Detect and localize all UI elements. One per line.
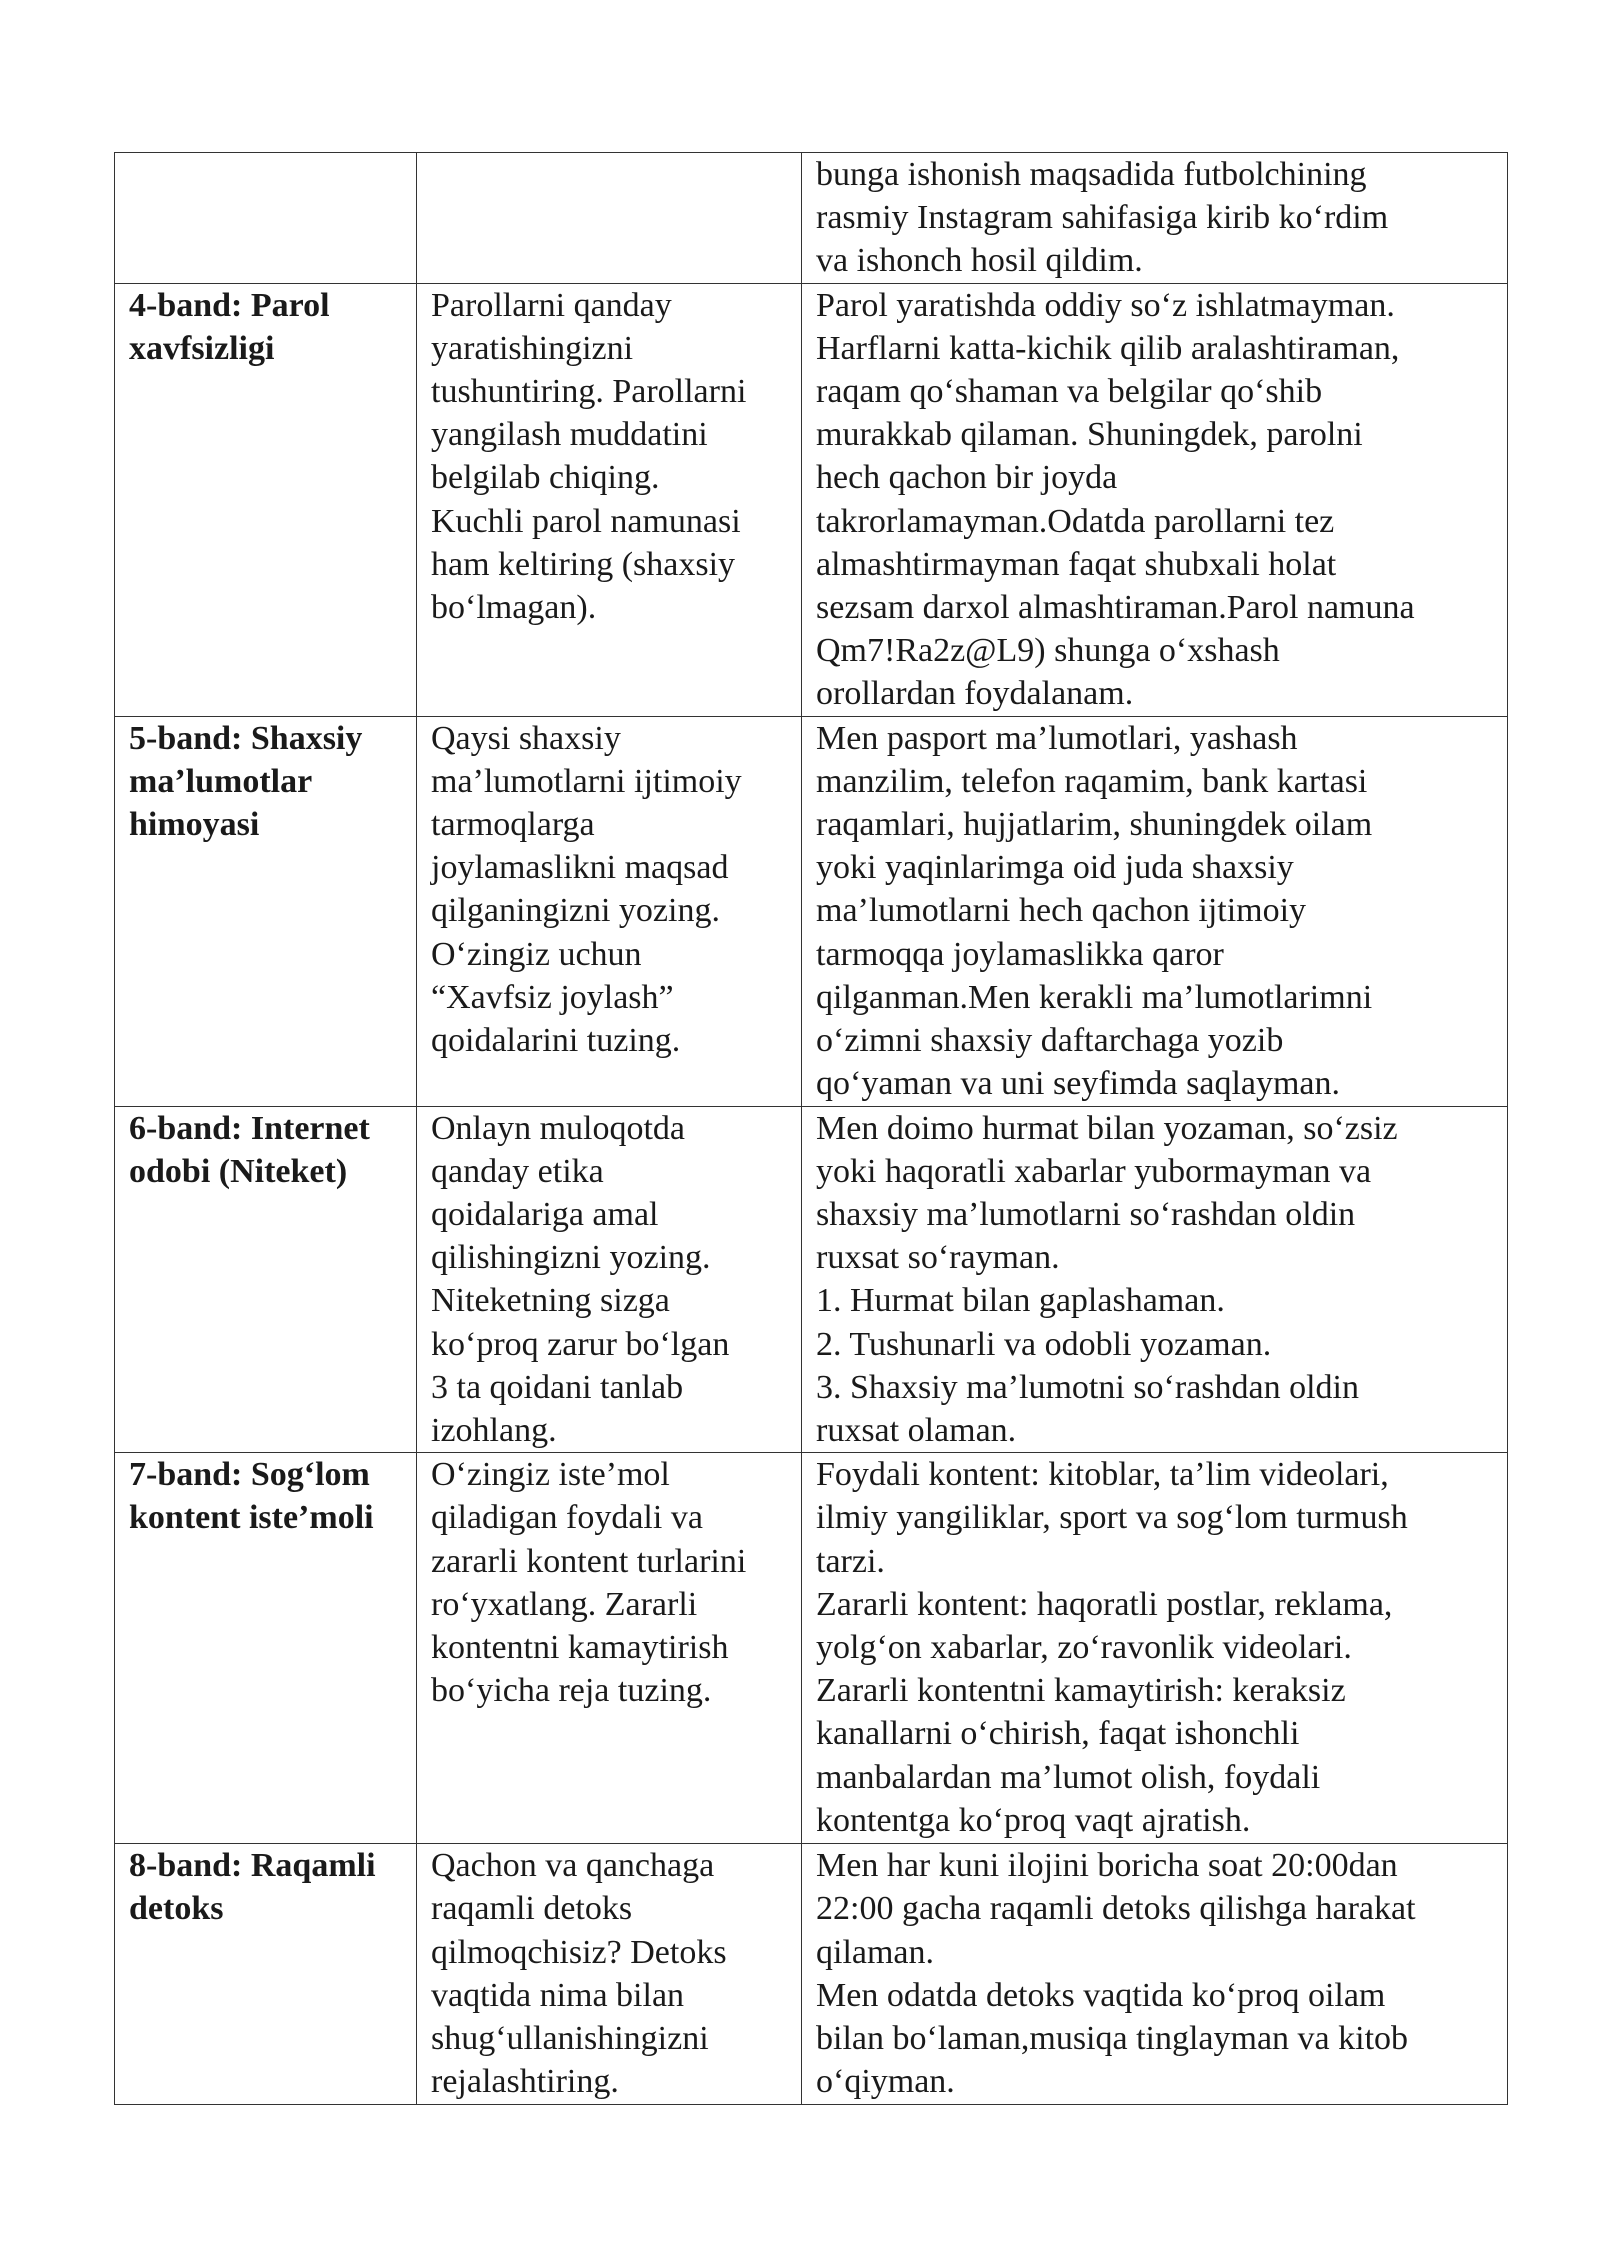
question-text-line: ro‘yxatlang. Zararli (431, 1585, 698, 1623)
band-title-line: himoyasi (129, 806, 260, 844)
question-text-line: qilishingizni yozing. (431, 1239, 711, 1277)
question-text-line: qoidalariga amal (431, 1196, 659, 1234)
answer-text-line: tarzi. (816, 1542, 885, 1580)
answer-text-line: rasmiy Instagram sahifasiga kirib ko‘rdim (816, 199, 1389, 237)
answer-text-line: Men doimo hurmat bilan yozaman, so‘zsiz (816, 1109, 1398, 1147)
answer-text-line: yoki yaqinlarimga oid juda shaxsiy (816, 849, 1294, 887)
band-title-line: 7-band: Sog‘lom (129, 1456, 370, 1494)
answer-text-line: Parol yaratishda oddiy so‘z ishlatmayman. (816, 286, 1395, 324)
answer-text-line: manzilim, telefon raqamim, bank kartasi (816, 762, 1368, 800)
answer-text-line: ruxsat so‘rayman. (816, 1239, 1060, 1277)
question-text-line: qilganingizni yozing. (431, 892, 720, 930)
table-row (115, 716, 1508, 1106)
band-title-line: 4-band: Parol (129, 286, 330, 324)
answer-cell (802, 153, 1508, 284)
answer-text-line: Men har kuni ilojini boricha soat 20:00dan (816, 1847, 1398, 1885)
answer-text-line: Men pasport ma’lumotlari, yashash (816, 719, 1298, 757)
answer-text-line: ruxsat olaman. (816, 1412, 1017, 1450)
question-text-line: ko‘proq zarur bo‘lgan (431, 1325, 730, 1363)
answer-cell (802, 1453, 1508, 1844)
answer-text-line: qilganman.Men kerakli ma’lumotlarimni (816, 978, 1373, 1016)
question-text-line: tarmoqlarga (431, 806, 595, 844)
answer-text-line: Zararli kontentni kamaytirish: keraksiz (816, 1672, 1346, 1710)
question-text-line: shug‘ullanishingizni (431, 2020, 709, 2058)
question-text-line: Kuchli parol namunasi (431, 502, 741, 540)
answer-cell (802, 1844, 1508, 2105)
assignment-table (114, 152, 1508, 2105)
answer-text-line: 2. Tushunarli va odobli yozaman. (816, 1325, 1272, 1363)
question-text-line: “Xavfsiz joylash” (431, 978, 674, 1016)
band-title-line: 8-band: Raqamli (129, 1847, 376, 1885)
table-row (115, 283, 1508, 716)
answer-text-line: ma’lumotlarni hech qachon ijtimoiy (816, 892, 1307, 930)
band-title-line: ma’lumotlar (129, 762, 313, 800)
question-text-line: qoidalarini tuzing. (431, 1022, 681, 1060)
table-row (115, 1844, 1508, 2105)
band-title-line: odobi (Niteket) (129, 1152, 348, 1190)
question-cell (417, 153, 802, 284)
question-text-line: joylamaslikni maqsad (431, 849, 729, 887)
question-cell (417, 1453, 802, 1844)
band-title-line: xavfsizligi (129, 329, 275, 367)
question-text-line: tushuntiring. Parollarni (431, 373, 747, 411)
band-cell (115, 1106, 417, 1453)
question-text-line: 3 ta qoidani tanlab (431, 1368, 684, 1406)
question-text-line: yaratishingizni (431, 329, 634, 367)
question-text-line: kontentni kamaytirish (431, 1629, 729, 1667)
question-text-line: rejalashtiring. (431, 2063, 619, 2101)
answer-text-line: 1. Hurmat bilan gaplashaman. (816, 1282, 1225, 1320)
question-text-line: Qachon va qanchaga (431, 1847, 715, 1885)
answer-text-line: Zararli kontent: haqoratli postlar, reklama, (816, 1585, 1393, 1623)
question-cell (417, 716, 802, 1106)
answer-text-line: almashtirmayman faqat shubxali holat (816, 545, 1337, 583)
question-text-line: Parollarni qanday (431, 286, 672, 324)
question-text-line: Niteketning sizga (431, 1282, 670, 1320)
answer-text-line: Foydali kontent: kitoblar, ta’lim videolari, (816, 1456, 1389, 1494)
band-title-line: kontent iste’moli (129, 1499, 374, 1537)
question-text-line: zararli kontent turlarini (431, 1542, 747, 1580)
answer-text-line: takrorlamayman.Odatda parollarni tez (816, 502, 1335, 540)
question-cell (417, 283, 802, 716)
answer-text-line: o‘qiyman. (816, 2063, 955, 2101)
answer-text-line: orollardan foydalanam. (816, 675, 1134, 713)
answer-text-line: kanallarni o‘chirish, faqat ishonchli (816, 1715, 1300, 1753)
question-text-line: ham keltiring (shaxsiy (431, 545, 736, 583)
question-text-line: qilmoqchisiz? Detoks (431, 1933, 727, 1971)
answer-text-line: qilaman. (816, 1933, 935, 1971)
answer-cell (802, 716, 1508, 1106)
answer-text-line: tarmoqqa joylamaslikka qaror (816, 935, 1224, 973)
table-row (115, 1106, 1508, 1453)
question-text-line: qiladigan foydali va (431, 1499, 703, 1537)
answer-text-line: Men odatda detoks vaqtida ko‘proq oilam (816, 1976, 1386, 2014)
answer-text-line: shaxsiy ma’lumotlarni so‘rashdan oldin (816, 1196, 1356, 1234)
question-cell (417, 1106, 802, 1453)
answer-text-line: sezsam darxol almashtiraman.Parol namuna (816, 589, 1415, 627)
answer-text-line: o‘zimni shaxsiy daftarchaga yozib (816, 1022, 1284, 1060)
answer-text-line: murakkab qilaman. Shuningdek, parolni (816, 416, 1363, 454)
table-row (115, 153, 1508, 284)
question-text-line: raqamli detoks (431, 1890, 633, 1928)
band-title-line: 5-band: Shaxsiy (129, 719, 363, 757)
answer-text-line: bilan bo‘laman,musiqa tinglayman va kitob (816, 2020, 1409, 2058)
question-text-line: vaqtida nima bilan (431, 1976, 685, 2014)
answer-text-line: 3. Shaxsiy ma’lumotni so‘rashdan oldin (816, 1368, 1360, 1406)
band-cell (115, 153, 417, 284)
answer-text-line: manbalardan ma’lumot olish, foydali (816, 1758, 1321, 1796)
question-text-line: qanday etika (431, 1152, 604, 1190)
question-text-line: bo‘lmagan). (431, 589, 597, 627)
band-title-line: detoks (129, 1890, 224, 1928)
answer-text-line: va ishonch hosil qildim. (816, 242, 1143, 280)
band-title-line: 6-band: Internet (129, 1109, 370, 1147)
answer-text-line: bunga ishonish maqsadida futbolchining (816, 156, 1367, 193)
answer-cell (802, 283, 1508, 716)
band-cell (115, 1844, 417, 2105)
question-cell (417, 1844, 802, 2105)
question-text-line: izohlang. (431, 1412, 557, 1450)
answer-text-line: kontentga ko‘proq vaqt ajratish. (816, 1801, 1251, 1839)
answer-text-line: 22:00 gacha raqamli detoks qilishga harakat (816, 1890, 1416, 1928)
answer-text-line: raqamlari, hujjatlarim, shuningdek oilam (816, 806, 1373, 844)
answer-text-line: hech qachon bir joyda (816, 459, 1118, 497)
band-cell (115, 716, 417, 1106)
question-text-line: O‘zingiz iste’mol (431, 1456, 670, 1494)
question-text-line: Onlayn muloqotda (431, 1109, 686, 1147)
question-text-line: belgilab chiqing. (431, 459, 660, 497)
answer-text-line: Qm7!Ra2z@L9) shunga o‘xshash (816, 632, 1280, 670)
question-text-line: ma’lumotlarni ijtimoiy (431, 762, 742, 800)
answer-text-line: raqam qo‘shaman va belgilar qo‘shib (816, 373, 1323, 411)
answer-text-line: ilmiy yangiliklar, sport va sog‘lom turmush (816, 1499, 1408, 1537)
band-cell (115, 1453, 417, 1844)
table-row (115, 1453, 1508, 1844)
question-text-line: yangilash muddatini (431, 416, 708, 454)
answer-text-line: yoki haqoratli xabarlar yubormayman va (816, 1152, 1372, 1190)
band-cell (115, 283, 417, 716)
answer-text-line: yolg‘on xabarlar, zo‘ravonlik videolari. (816, 1629, 1352, 1667)
answer-text-line: Harflarni katta-kichik qilib aralashtiraman, (816, 329, 1400, 367)
question-text-line: O‘zingiz uchun (431, 935, 642, 973)
question-text-line: bo‘yicha reja tuzing. (431, 1672, 712, 1710)
question-text-line: Qaysi shaxsiy (431, 719, 621, 757)
answer-cell (802, 1106, 1508, 1453)
answer-text-line: qo‘yaman va uni seyfimda saqlayman. (816, 1065, 1341, 1103)
